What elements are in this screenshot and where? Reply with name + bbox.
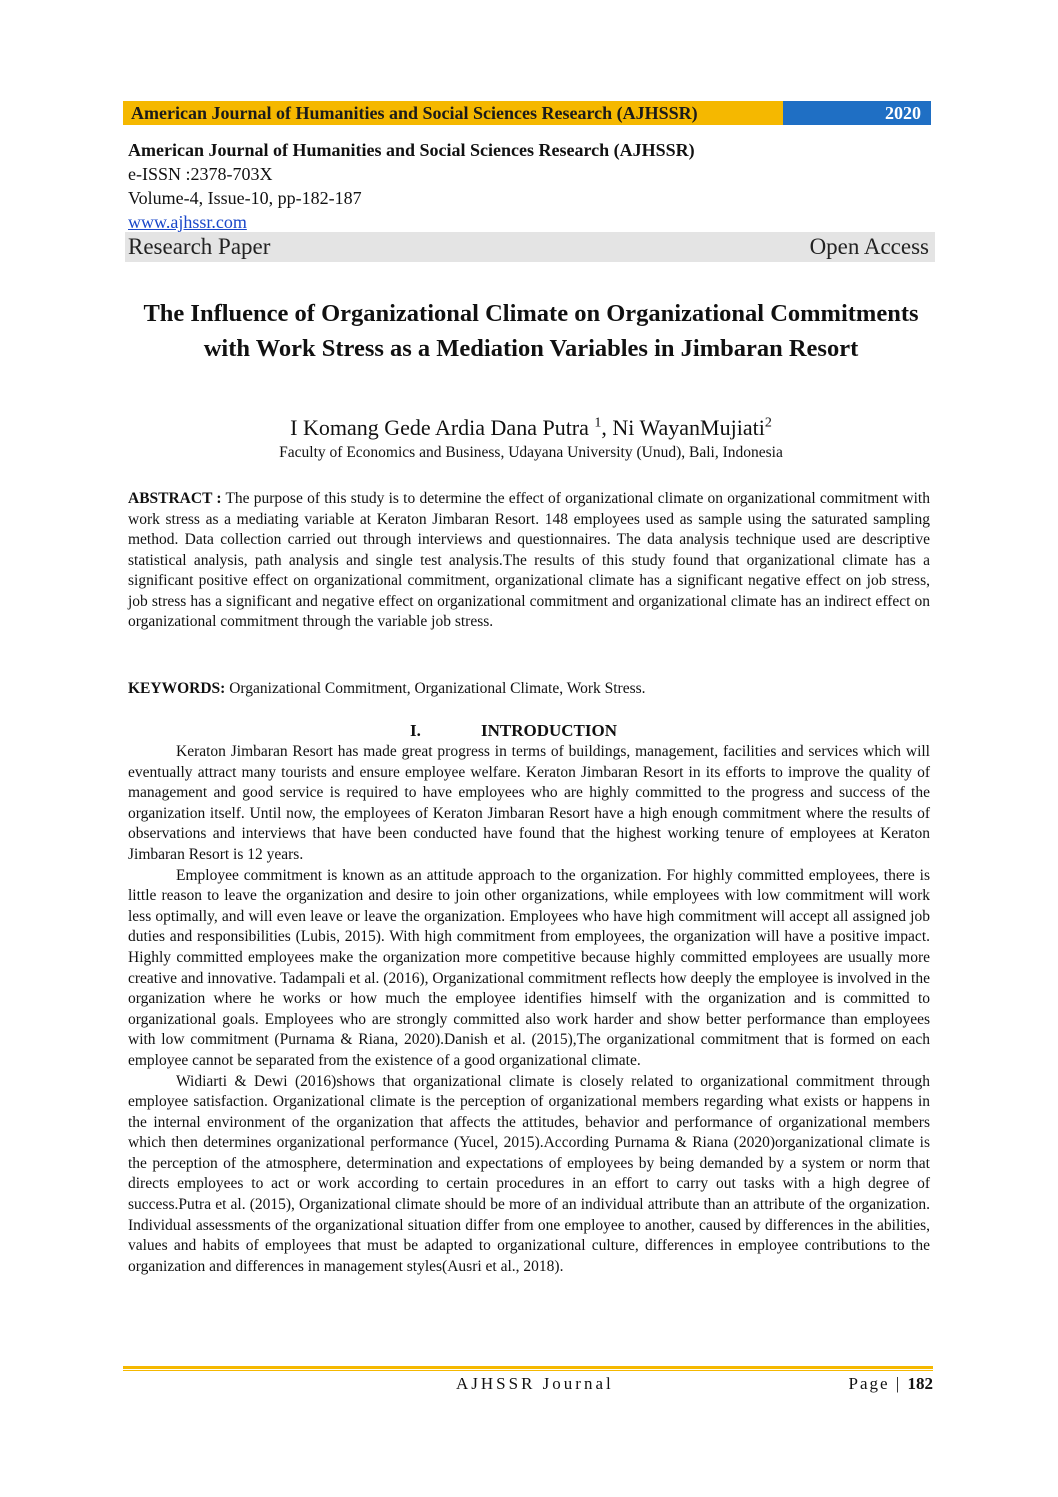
paragraph: Employee commitment is known as an attitude approach to the organization. For highly committed employees, there is little reason to leave the organization and desire to join other organizations, while employees with low commitment will work less optimally, and will even leave or leave the organization. Employees who have high commitment will accept all assigned job duties and responsibilities (Lubis, 2015). With high commitment from employees, the organization will have a positive impact. Highly committed employees make the organization more competitive because highly committed employees are usually more creative and innovative. Tadampali et al. (2016), Organizational commitment reflects how deeply the employee is involved in the organization where he works or how much the employee identifies himself with the organization and is committed to organizational goals. Employees who are strongly committed also work harder and show better performance than employees with low commitment (Purnama & Riana, 2020).Danish et al. (2015),The organizational commitment that is formed on each employee cannot be separated from the existence of a good organizational climate. (128, 866, 930, 1069)
issn: e-ISSN :2378-703X (128, 164, 273, 184)
authors (128, 414, 934, 442)
website-link[interactable]: www.ajhssr.com (128, 212, 247, 232)
page-label: Page | (848, 1374, 908, 1393)
keywords-text: Organizational Commitment, Organizational Climate, Work Stress. (225, 680, 646, 697)
running-header (123, 101, 931, 125)
paragraph: Keraton Jimbaran Resort has made great progress in terms of buildings, management, facilities and services which will eventually attract many tourists and ensure employee welfare. Keraton Jimbaran Resort in its efforts to improve the quality of management and good service is required to have employees who are highly committed to the progress and success of the organization itself. Until now, the employees of Keraton Jimbaran Resort have a high enough commitment where the results of observations and interviews that have been conducted have found that the highest working tenure of employees at Keraton Jimbaran Resort is 12 years. (128, 743, 930, 863)
keywords-label: KEYWORDS: (128, 680, 226, 697)
access-type: Open Access (809, 234, 929, 259)
footer-divider (123, 1366, 933, 1369)
abstract-label: ABSTRACT : (128, 490, 222, 507)
page-number-label (849, 1374, 933, 1394)
paper-type: Research Paper (128, 234, 271, 259)
footer-divider-thin (123, 1370, 933, 1371)
section-number: I. (410, 721, 421, 740)
abstract (128, 489, 930, 633)
header-year: 2020 (783, 101, 931, 125)
journal-meta (128, 138, 934, 234)
paragraph: Widiarti & Dewi (2016)shows that organizational climate is closely related to organizational commitment through employee satisfaction. Organizational climate is the perception of organizational members regarding what exists or happens in the internal environment of the organization that affects the attitudes, behavior and performance of organizational members which then determines organizational performance (Yucel, 2015).According Purnama & Riana (2020)organizational climate is the perception of the atmosphere, determination and expectations of employees by being demanded by a system or norm that directs employees to act or work according to certain procedures in an effort to carry out tasks with a high degree of success.Putra et al. (2015), Organizational climate should be more of an individual attribute than an attribute of the organization. Individual assessments of the organizational situation differ from one employee to another, caused by differences in the abilities, values and habits of employees that must be adapted to organizational culture, differences in employee contributions to the organization and differences in management styles(Ausri et al., 2018). (128, 1072, 930, 1275)
author-2: , Ni WayanMujiati (601, 415, 765, 440)
affiliation: Faculty of Economics and Business, Udayana University (Unud), Bali, Indonesia (279, 444, 783, 461)
paper-type-bar (125, 232, 935, 262)
abstract-text: The purpose of this study is to determine the effect of organizational climate on organizational commitment with work stress as a mediating variable at Keraton Jimbaran Resort. 148 employees used as sample using the saturated sampling method. Data collection carried out through interviews and questionnaires. The data analysis technique used are descriptive statistical analysis, path analysis and single test analysis.The results of this study found that organizational climate has a significant positive effect on organizational commitment, organizational climate has a significant negative effect on job stress, job stress has a significant and negative effect on organizational commitment and organizational climate has an indirect effect on organizational commitment through the variable job stress. (128, 490, 930, 630)
keywords (128, 679, 930, 700)
author-2-affiliation-marker: 2 (764, 415, 772, 431)
header-journal-name: American Journal of Humanities and Social Sciences Research (AJHSSR) (123, 101, 783, 125)
volume-info: Volume-4, Issue-10, pp-182-187 (128, 188, 362, 208)
journal-name: American Journal of Humanities and Social Sciences Research (AJHSSR) (128, 140, 695, 160)
page-number: 182 (907, 1374, 933, 1393)
paper-title: The Influence of Organizational Climate on Organizational Commitments with Work Stress as a Mediation Variables in Jimbaran Resort (143, 300, 919, 362)
section-title: INTRODUCTION (481, 721, 618, 740)
body-text (128, 742, 930, 1277)
author-1: I Komang Gede Ardia Dana Putra (290, 415, 595, 440)
author-1-affiliation-marker: 1 (594, 415, 602, 431)
footer-journal: AJHSSR Journal (456, 1374, 614, 1393)
